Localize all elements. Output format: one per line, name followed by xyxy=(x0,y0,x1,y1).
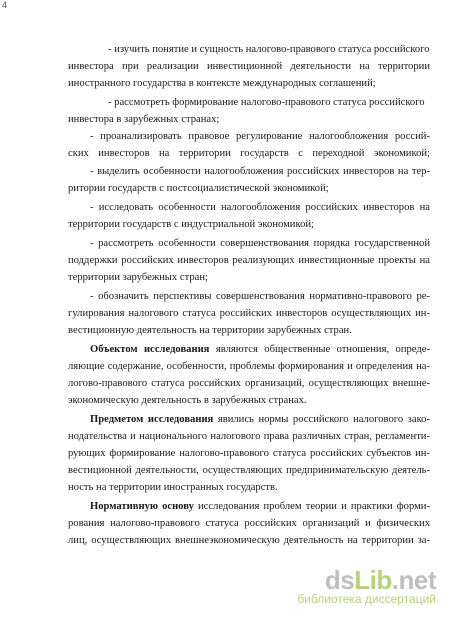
text-span: ность на территории иностранных государств. xyxy=(68,482,278,493)
text-span: логово-правового статуса российских организаций, осуществляющих внешне- xyxy=(68,378,430,389)
text-line xyxy=(68,360,430,373)
text-span: ляющие содержание, особенности, проблемы формирования и определения на- xyxy=(68,361,430,372)
text-span: территории зарубежных стран; xyxy=(68,272,208,283)
text-line xyxy=(90,500,430,513)
text-line xyxy=(68,394,430,407)
text-span: территории государств с индустриальной экономикой; xyxy=(68,219,314,230)
text-line xyxy=(68,218,430,231)
bold-term: Нормативную основу xyxy=(90,501,194,512)
text-span: - исследовать особенности налогообложения российских инвесторов на xyxy=(90,202,430,213)
text-line xyxy=(68,447,430,460)
text-line xyxy=(68,517,430,530)
text-span: экономическую деятельность в зарубежных странах. xyxy=(68,395,307,406)
text-line xyxy=(68,534,430,547)
text-line xyxy=(90,290,430,303)
text-line xyxy=(90,165,430,178)
text-span: - проанализировать правовое регулирование налогообложения россий- xyxy=(90,131,430,142)
text-span: исследования проблем теории и практики форми- xyxy=(193,501,430,512)
text-line xyxy=(68,60,430,73)
text-span: - обозначить перспективы совершенствования нормативно-правового ре- xyxy=(90,291,430,302)
scan-mark: 4 xyxy=(2,0,8,10)
text-line xyxy=(90,413,430,426)
text-line xyxy=(68,324,430,337)
text-span: являются общественные отношения, опреде- xyxy=(209,344,430,355)
text-line xyxy=(90,343,430,356)
text-line xyxy=(90,130,430,143)
dslib-watermark xyxy=(297,567,436,606)
text-span: лиц, осуществляющих внешнеэкономическую деятельность на территории за- xyxy=(68,535,430,546)
text-span: ских инвесторов на территории государств с переходной экономикой; xyxy=(68,148,430,159)
text-span: - рассмотреть формирование налогово-правового статуса российского xyxy=(108,97,425,108)
text-line xyxy=(68,271,430,284)
dslib-logo xyxy=(297,567,436,593)
text-line xyxy=(68,113,430,126)
text-line xyxy=(108,43,430,56)
text-span: поддержки российских инвесторов реализующих инвестиционные проекты на xyxy=(68,255,430,266)
bold-term: Объектом исследования xyxy=(90,344,210,355)
text-span: - выделить особенности налогообложения российских инвесторов на тер- xyxy=(90,166,430,177)
text-span: инвестора при реализации инвестиционной деятельности на территории xyxy=(68,61,430,72)
text-line xyxy=(68,430,430,443)
text-span: ритории государств с постсоциалистической экономикой; xyxy=(68,183,329,194)
text-line xyxy=(68,377,430,390)
text-line xyxy=(68,254,430,267)
text-span: нодательства и национального налогового права различных стран, регламенти- xyxy=(68,431,430,442)
text-line xyxy=(68,77,430,90)
text-line xyxy=(68,464,430,477)
text-span: - рассмотреть особенности совершенствования порядка государственной xyxy=(90,238,430,249)
text-span: - изучить понятие и сущность налогово-правового статуса российского xyxy=(108,44,430,55)
text-line xyxy=(90,201,430,214)
bold-term: Предметом исследования xyxy=(90,414,214,425)
logo-net: .net xyxy=(391,565,436,595)
text-span: иностранного государства в контексте международных соглашений; xyxy=(68,78,376,89)
text-span: рующих формирование налогово-правового статуса российских субъектов ин- xyxy=(68,448,430,459)
text-span: вестиционной деятельности, осуществляющих предпринимательскую деятель- xyxy=(68,465,430,476)
text-span: вестиционную деятельность на территории зарубежных стран. xyxy=(68,325,352,336)
text-line xyxy=(108,96,430,109)
logo-lib: Lib xyxy=(354,565,392,595)
text-line xyxy=(68,147,430,160)
dslib-subtitle: библиотека диссертаций xyxy=(297,592,436,606)
text-line xyxy=(90,237,430,250)
text-line xyxy=(68,182,430,195)
text-span: гулирования налогового статуса российских инвесторов осуществляющих ин- xyxy=(68,308,430,319)
text-line xyxy=(68,481,430,494)
text-line xyxy=(68,307,430,320)
text-span: явились нормы российского налогового зако- xyxy=(213,414,431,425)
text-span: рования налогово-правового статуса российских организаций и физических xyxy=(68,518,430,529)
logo-ds: ds xyxy=(324,565,355,595)
text-span: инвестора в зарубежных странах; xyxy=(68,114,220,125)
